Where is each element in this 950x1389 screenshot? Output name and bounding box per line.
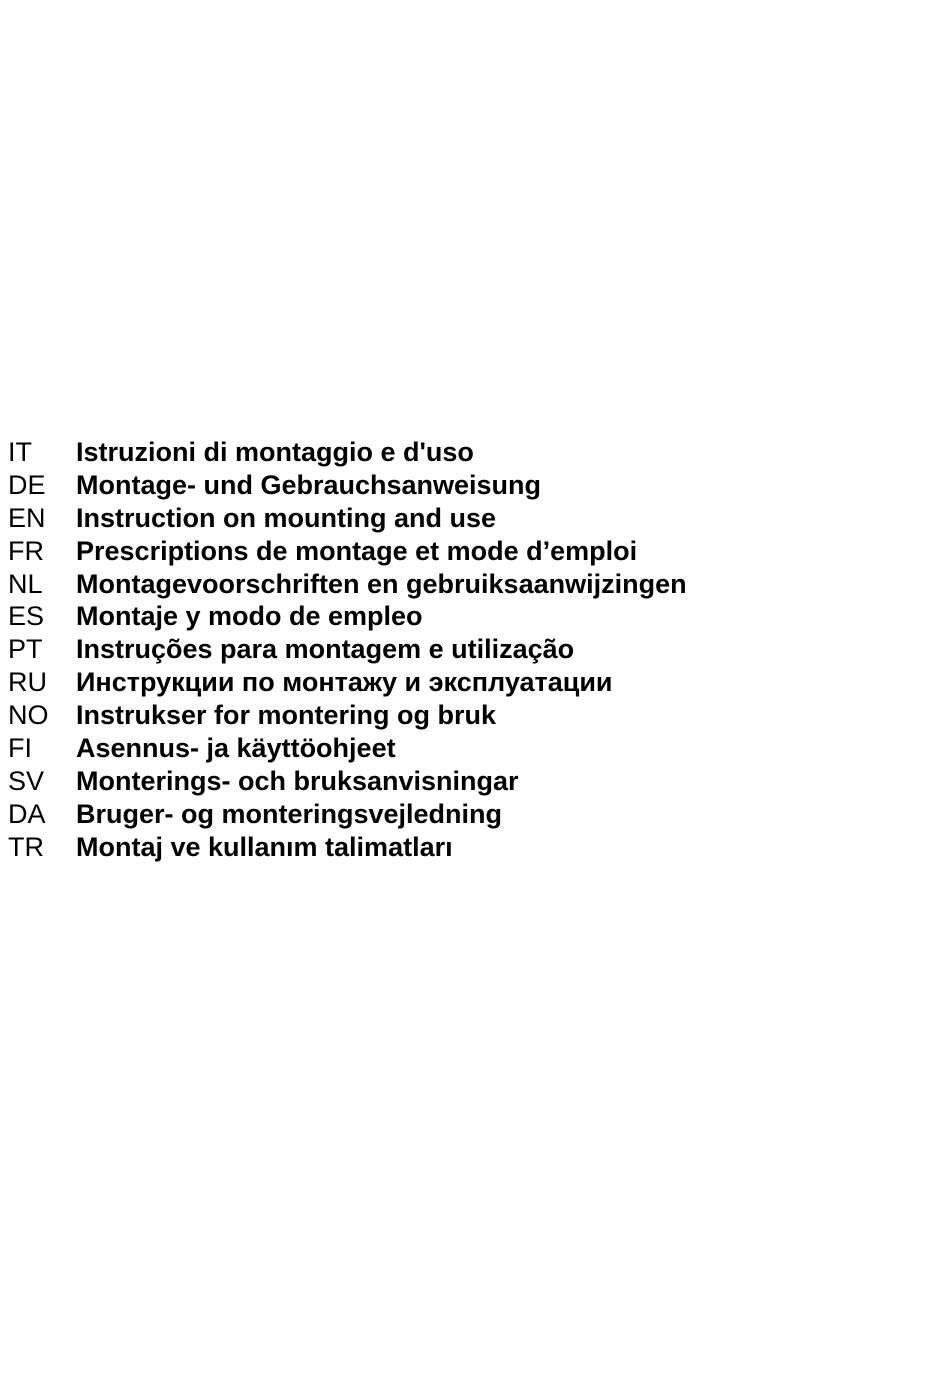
language-row-fi <box>8 732 687 765</box>
language-code: SV <box>8 765 45 796</box>
language-row-sv <box>8 765 687 798</box>
language-row-nl <box>8 568 687 601</box>
language-title: Montaj ve kullanım talimatları <box>76 831 453 862</box>
language-row-fr <box>8 535 687 568</box>
language-title: Istruzioni di montaggio e d'uso <box>76 437 474 467</box>
language-code: TR <box>8 831 44 862</box>
language-code: FR <box>8 535 44 566</box>
language-row-pt <box>8 633 687 666</box>
language-title: Montage- und Gebrauchsanweisung <box>76 469 542 500</box>
language-code: RU <box>8 667 47 698</box>
language-title: Instruction on mounting and use <box>76 502 496 533</box>
language-code: DA <box>8 798 46 829</box>
language-code: NO <box>8 700 49 731</box>
language-row-it <box>8 436 687 469</box>
language-row-ru <box>8 666 687 699</box>
language-code: EN <box>8 502 46 533</box>
language-index-list <box>8 436 687 864</box>
language-code: IT <box>8 437 32 467</box>
language-row-es <box>8 600 687 633</box>
language-row-no <box>8 699 687 732</box>
language-row-de <box>8 469 687 502</box>
language-code: ES <box>8 601 45 632</box>
language-row-da <box>8 798 687 831</box>
language-code: DE <box>8 469 46 500</box>
language-title: Monterings- och bruksanvisningar <box>76 765 519 796</box>
language-title: Instrukser for montering og bruk <box>76 700 497 731</box>
language-title: Instruções para montagem e utilização <box>76 634 575 665</box>
language-title: Montaje y modo de empleo <box>76 601 423 632</box>
language-title: Montagevoorschriften en gebruiksaanwijzingen <box>76 568 687 599</box>
language-row-tr <box>8 831 687 864</box>
language-row-en <box>8 502 687 535</box>
language-title: Prescriptions de montage et mode d’emploi <box>76 535 638 566</box>
language-title: Bruger- og monteringsvejledning <box>76 798 503 829</box>
language-code: FI <box>8 733 32 764</box>
language-title: Asennus- ja käyttöohjeet <box>76 733 396 764</box>
language-title: Инструкции по монтажу и эксплуатации <box>76 667 613 698</box>
language-code: NL <box>8 568 43 599</box>
language-code: PT <box>8 634 43 665</box>
